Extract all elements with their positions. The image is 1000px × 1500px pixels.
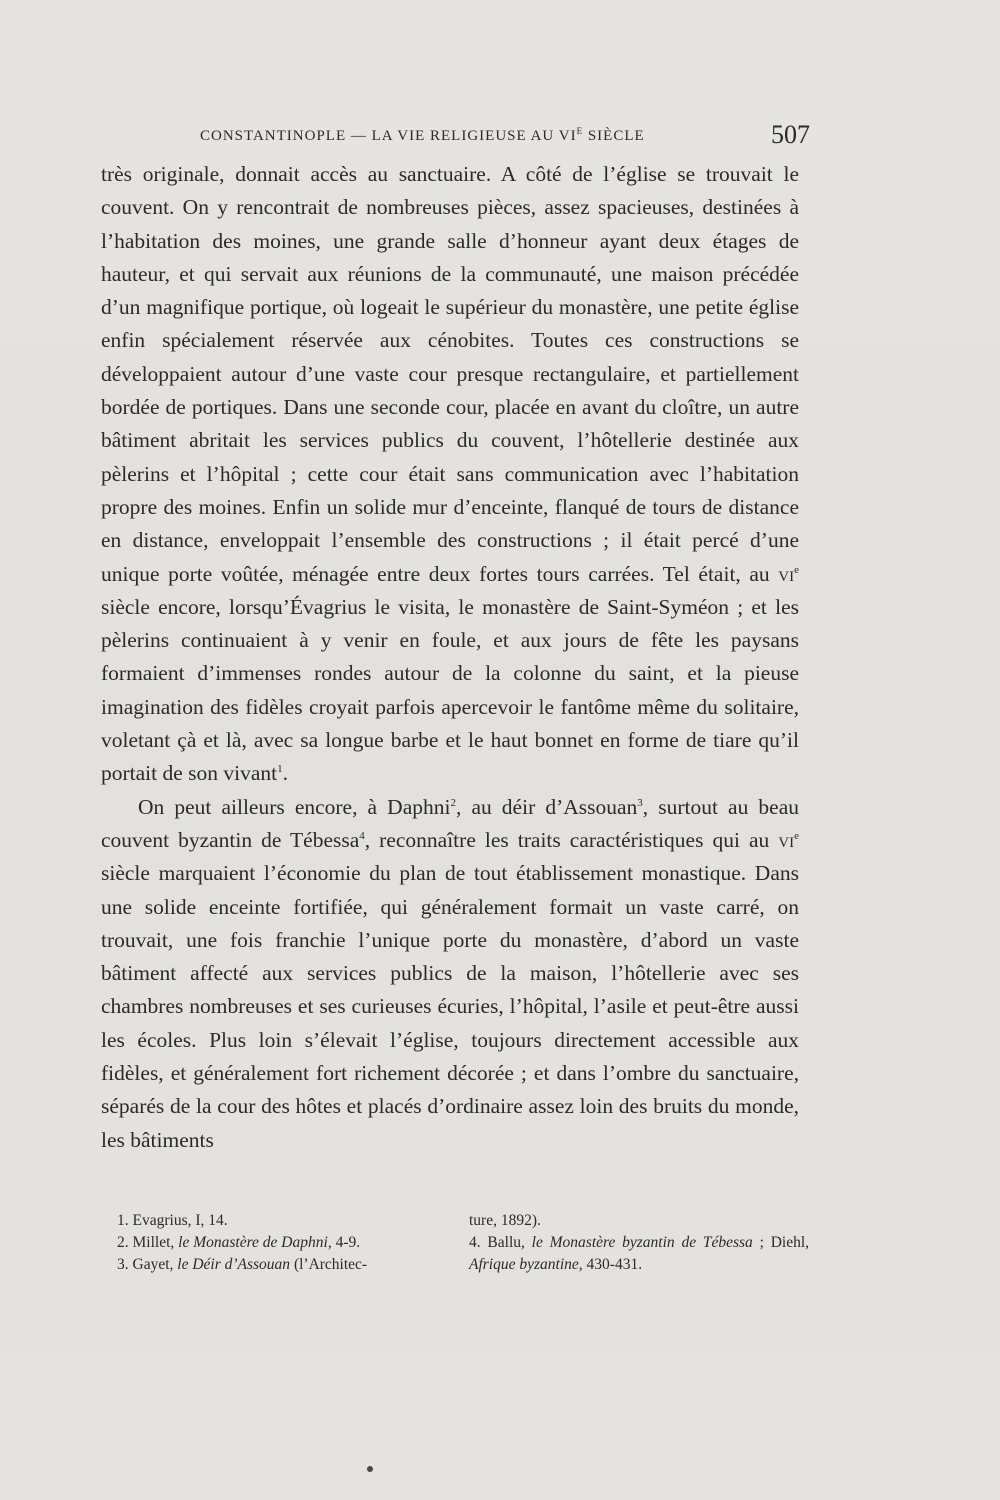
running-title: CONSTANTINOPLE — LA VIE RELIGIEUSE AU $VI^E$ SIÈCLE xyxy=(200,126,645,144)
footnote-ref-2: 2 xyxy=(450,796,456,809)
footnote-4: 4. Ballu, le Monastère byzantin de Tébessa ; Diehl, Afrique byzantine, 430-431. xyxy=(469,1234,810,1273)
main-text xyxy=(101,158,799,1157)
footnote-1: 1. Evagrius, I, 14. xyxy=(117,1212,228,1229)
footnotes-left-column xyxy=(117,1210,447,1276)
footnote-2: 2. Millet, le Monastère de Daphni, 4-9. xyxy=(117,1234,361,1251)
paragraph-1: très originale, donnait accès au sanctuaire. A côté de l’église se trouvait le couvent. On y rencontrait de nombreuses pièces, assez spacieuses, destinées à l’habitation des moines, une grande salle d’honneur ayant deux étages de hauteur, et qui servait aux réunions de la communauté, une maison précédée d’un magnifique portique, où logeait le supérieur du monastère, une petite église enfin spécialement réservée aux cénobites. Toutes ces constructions se développaient autour d’une vaste cour presque rectangulaire, et partiellement bordée de portiques. Dans une seconde cour, placée en avant du cloître, un autre bâtiment abritait les services publics du couvent, l’hôtellerie destinée aux pèlerins et l’hôpital ; cette cour était sans communication avec l’habitation propre des moines. Enfin un solide mur d’enceinte, flanqué de tours de distance en distance, enveloppait l’ensemble des constructions ; il était percé d’une unique porte voûtée, ménagée entre deux fortes tours carrées. Tel était, au vi$^e$ siècle encore, lorsqu’Évagrius le visita, le monastère de Saint-Syméon ; et les pèlerins continuaient à y venir en foule, et aux jours de fête les paysans formaient d’immenses rondes autour de la colonne du saint, et la pieuse imagination des fidèles croyait parfois apercevoir le fantôme même du solitaire, voletant çà et là, avec sa longue barbe et le haut bonnet en forme de tiare qu’il portait de son vivant$^1$. xyxy=(101,162,799,786)
running-header xyxy=(200,120,810,150)
footnote-ref-3: 3 xyxy=(637,796,643,809)
footnote-3: 3. Gayet, le Déir d’Assouan (l’Architec- xyxy=(117,1256,368,1273)
footnotes-right-column xyxy=(469,1210,809,1276)
ink-mark xyxy=(367,1466,373,1472)
page-number: 507 xyxy=(771,120,810,149)
footnote-3-continued: ture, 1892). xyxy=(469,1212,541,1229)
footnote-ref-4: 4 xyxy=(359,829,365,842)
paragraph-2: On peut ailleurs encore, à Daphni$^2$, au déir d’Assouan$^3$, surtout au beau couvent byzantin de Tébessa$^4$, reconnaître les traits caractéristiques qui au vi$^e$ siècle marquaient l’économie du plan de tout établissement monastique. Dans une solide enceinte fortifiée, qui généralement formait un vaste carré, on trouvait, une fois franchie l’unique porte du monastère, d’abord un vaste bâtiment affecté aux services publics de la maison, l’hôtellerie avec ses chambres nombreuses et ses curieuses écuries, l’hôpital, l’asile et peut-être aussi les écoles. Plus loin s’élevait l’église, toujours directement accessible aux fidèles, et généralement fort richement décorée ; et dans l’ombre du sanctuaire, séparés de la cour des hôtes et placés d’ordinaire assez loin des bruits du monde, les bâtiments xyxy=(101,794,799,1152)
footnote-ref-1: 1 xyxy=(277,763,283,776)
